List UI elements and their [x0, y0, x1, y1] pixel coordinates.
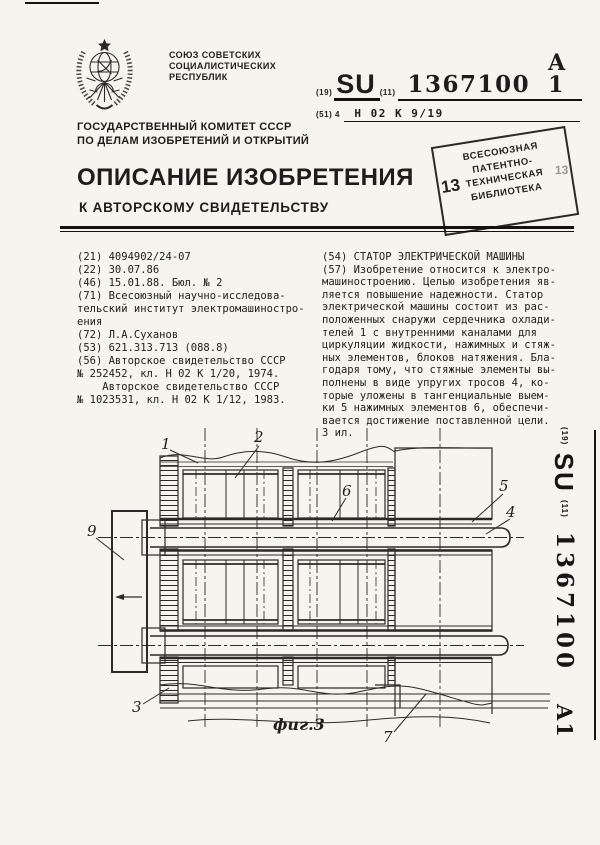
bibliographic-data-column: (21) 4094902/24-07 (22) 30.07.86 (46) 15.01.88. Бюл. № 2 (71) Всесоюзный научно-исследова- тельский институт электромашиностро- ения (72) Л.А.Суханов (53) 621.313.713 (088.8) (56) Авторское свидетельство СССР № 252452, кл. Н 02 К 1/20, 1974. Авторское свидетельство СССР № 1023531, кл. Н 02 К 1/12, 1983. — [77, 251, 305, 406]
stator-section-drawing — [98, 428, 550, 730]
callout-3: 3 — [132, 698, 142, 716]
document-number: 1367100 — [407, 71, 531, 98]
ipc-classification-row — [316, 104, 580, 122]
ussr-coat-of-arms-icon — [73, 36, 136, 114]
abstract-column: (54) СТАТОР ЭЛЕКТРИЧЕСКОЙ МАШИНЫ (57) Изобретение относится к электро- машиностроению. Целью изобретения яв- ляется повышение надежности. Статор электрической машины состоит из рас- положенных снаружи сердечника охлади- телей 1 с внутренними каналами для циркуляции жидкости, нажимных и стяж- ных элементов, блоков натяжения. Бла- годаря тому, что стяжные элементы вы- полнены в виде упругих тросов 4, ко- торые уложены в тангенциальные выем- ки 5 нажимных элементов 6, обеспечи- вается достижение поставленной цели. 3 ил. — [322, 251, 556, 440]
stamp-number: 13 — [439, 175, 462, 197]
callout-5: 5 — [499, 477, 509, 495]
sidebar-kind-code: A1 — [552, 704, 577, 739]
document-number-group — [398, 52, 582, 101]
direction-arrow-icon — [115, 594, 124, 600]
sidebar-patent-number — [548, 424, 579, 764]
state-committee: ГОСУДАРСТВЕННЫЙ КОМИТЕТ СССР ПО ДЕЛАМ ИЗОБРЕТЕНИЙ И ОТКРЫТИЙ — [77, 121, 310, 147]
figure-callout-labels — [87, 428, 516, 746]
callout-7: 7 — [383, 728, 393, 746]
end-block-top — [395, 448, 492, 519]
code-11: (11) — [379, 88, 396, 97]
sidebar-code-19: (19) — [560, 427, 569, 446]
document-title: ОПИСАНИЕ ИЗОБРЕТЕНИЯ — [77, 164, 414, 191]
ipc-value: Н 02 К 9/19 — [344, 107, 580, 122]
header-divider — [60, 226, 574, 232]
callout-9: 9 — [87, 522, 97, 540]
country-code: SU — [334, 71, 380, 101]
library-stamp — [431, 126, 579, 236]
union-name: СОЮЗ СОВЕТСКИХ СОЦИАЛИСТИЧЕСКИХ РЕСПУБЛИК — [169, 50, 277, 82]
figure-drawing — [58, 418, 563, 783]
scan-artifact-line — [25, 2, 99, 4]
sidebar-code-11: (11) — [560, 500, 569, 519]
stamp-number-right: 13 — [554, 162, 569, 178]
callout-4: 4 — [506, 503, 516, 521]
sidebar-document-number: 1367100 — [551, 531, 578, 672]
sidebar-underline — [594, 430, 596, 740]
stamp-text: ВСЕСОЮЗНАЯ ПАТЕНТНО- ТЕХНИЧЕСКАЯ БИБЛИОТЕКА — [461, 140, 545, 203]
ipc-label: (51) 4 — [316, 110, 340, 119]
callout-6: 6 — [342, 482, 352, 500]
callout-2: 2 — [254, 428, 264, 446]
publication-number-row — [316, 52, 582, 101]
code-19: (19) — [316, 88, 333, 97]
sidebar-country-code: SU — [549, 452, 579, 493]
document-subtitle: К АВТОРСКОМУ СВИДЕТЕЛЬСТВУ — [79, 200, 329, 215]
end-block-middle — [395, 550, 492, 631]
callout-1: 1 — [161, 435, 171, 453]
kind-code: A 1 — [548, 50, 568, 98]
figure-callout-leaders — [96, 446, 510, 732]
figure-caption: фиг.3 — [273, 715, 325, 734]
